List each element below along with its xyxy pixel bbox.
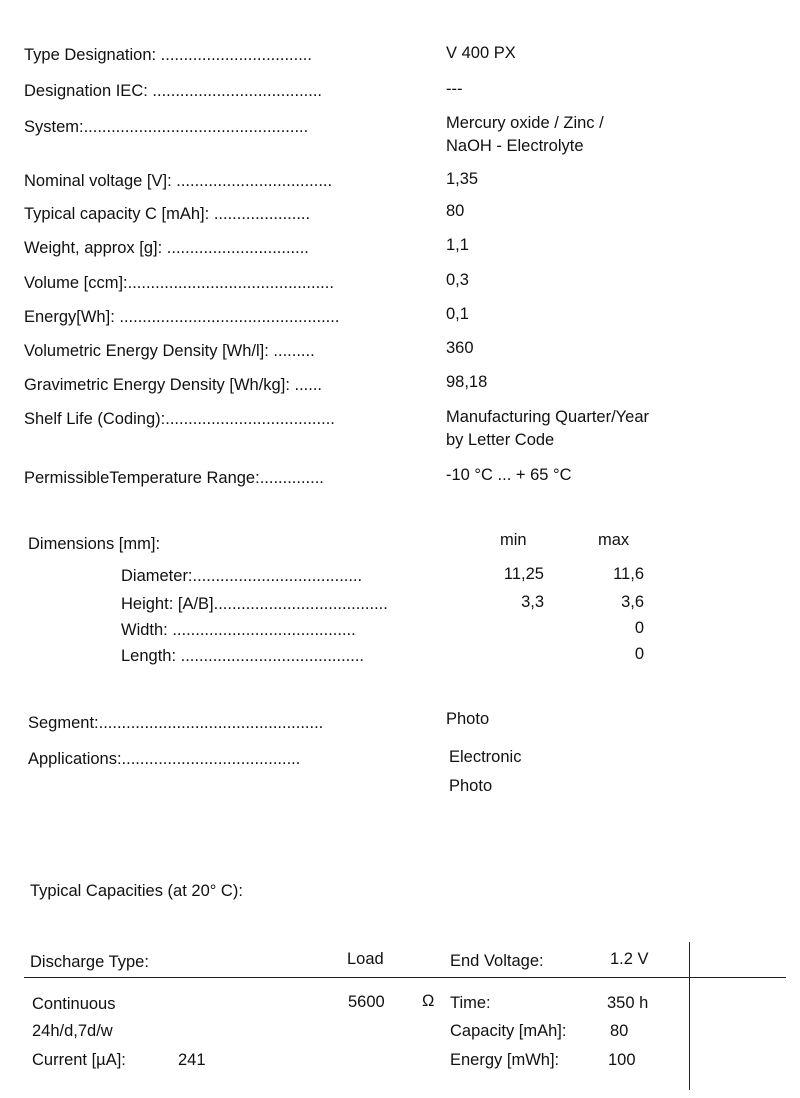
spec-label-volume: Volume [ccm]:............................................. xyxy=(24,274,334,292)
spec-label-system: System:................................................. xyxy=(24,118,309,136)
dimensions-min-header: min xyxy=(500,531,527,549)
segment-label: Segment:................................................. xyxy=(28,714,324,732)
dimension-label-length: Length: ........................................ xyxy=(121,647,365,665)
spec-value-designation-iec: --- xyxy=(446,80,463,98)
spec-value-typical-capacity: 80 xyxy=(446,202,465,220)
row-capacity-value: 80 xyxy=(610,1022,629,1040)
spec-value-temperature-range: -10 °C ... + 65 °C xyxy=(446,466,572,484)
dimension-max-height: 3,6 xyxy=(621,593,644,611)
spec-value-energy: 0,1 xyxy=(446,305,469,323)
spec-label-nominal-voltage: Nominal voltage [V]: .................................. xyxy=(24,172,333,190)
dimension-label-diameter: Diameter:..................................... xyxy=(121,567,363,585)
segment-value: Photo xyxy=(446,710,490,728)
spec-value-volumetric-energy-density: 360 xyxy=(446,339,474,357)
spec-label-type-designation: Type Designation: ................................. xyxy=(24,46,312,64)
header-end-voltage: End Voltage: xyxy=(450,952,544,970)
spec-label-gravimetric-energy-density: Gravimetric Energy Density [Wh/kg]: ...... xyxy=(24,376,322,394)
spec-value-nominal-voltage: 1,35 xyxy=(446,170,479,188)
row-discharge-type: Continuous xyxy=(32,995,116,1013)
spec-label-shelf-life: Shelf Life (Coding):..................................... xyxy=(24,410,335,428)
applications-value-photo: Photo xyxy=(449,777,493,795)
spec-value-weight: 1,1 xyxy=(446,236,469,254)
capacities-title: Typical Capacities (at 20° C): xyxy=(30,882,243,900)
row-current-value: 241 xyxy=(178,1051,206,1069)
dimension-max-width: 0 xyxy=(634,619,644,637)
spec-value-gravimetric-energy-density: 98,18 xyxy=(446,373,488,391)
applications-value-electronic: Electronic xyxy=(449,748,522,766)
spec-label-typical-capacity: Typical capacity C [mAh]: ..................... xyxy=(24,205,311,223)
dimension-min-diameter: 11,25 xyxy=(503,565,544,583)
dimension-min-height: 3,3 xyxy=(521,593,544,611)
row-schedule: 24h/d,7d/w xyxy=(32,1022,113,1040)
header-load: Load xyxy=(347,950,384,968)
dimension-max-diameter: 11,6 xyxy=(613,565,644,583)
header-discharge-type: Discharge Type: xyxy=(30,953,149,971)
spec-label-designation-iec: Designation IEC: ..................................... xyxy=(24,82,323,100)
row-energy-label: Energy [mWh]: xyxy=(450,1051,560,1069)
row-current-label: Current [µA]: xyxy=(32,1051,126,1069)
row-energy-value: 100 xyxy=(608,1051,636,1069)
row-capacity-label: Capacity [mAh]: xyxy=(450,1022,567,1040)
spec-value-type-designation: V 400 PX xyxy=(446,44,516,62)
spec-value-system: Mercury oxide / Zinc / xyxy=(446,114,604,132)
spec-label-volumetric-energy-density: Volumetric Energy Density [Wh/l]: ......... xyxy=(24,342,315,360)
table-header-divider xyxy=(24,977,786,978)
ohm-icon: Ω xyxy=(422,992,435,1010)
dimension-label-width: Width: ........................................ xyxy=(121,621,356,639)
dimensions-max-header: max xyxy=(598,531,630,549)
spec-value-shelf-life: Manufacturing Quarter/Year xyxy=(446,408,650,426)
spec-value-system-line2: NaOH - Electrolyte xyxy=(446,137,584,155)
spec-label-weight: Weight, approx [g]: ............................... xyxy=(24,239,309,257)
row-time-value: 350 h xyxy=(607,994,649,1012)
dimensions-label: Dimensions [mm]: xyxy=(28,535,161,553)
row-load-value: 5600 xyxy=(348,993,385,1011)
dimension-max-length: 0 xyxy=(634,645,644,663)
spec-value-volume: 0,3 xyxy=(446,271,469,289)
applications-label: Applications:....................................... xyxy=(28,750,301,768)
spec-value-shelf-life-line2: by Letter Code xyxy=(446,431,555,449)
spec-label-temperature-range: PermissibleTemperature Range:.............. xyxy=(24,469,324,487)
header-end-voltage-value: 1.2 V xyxy=(610,950,649,968)
dimension-label-height: Height: [A/B]...................................... xyxy=(121,595,388,613)
spec-label-energy: Energy[Wh]: ................................................ xyxy=(24,308,340,326)
table-column-divider xyxy=(689,942,690,1090)
row-time-label: Time: xyxy=(450,994,491,1012)
